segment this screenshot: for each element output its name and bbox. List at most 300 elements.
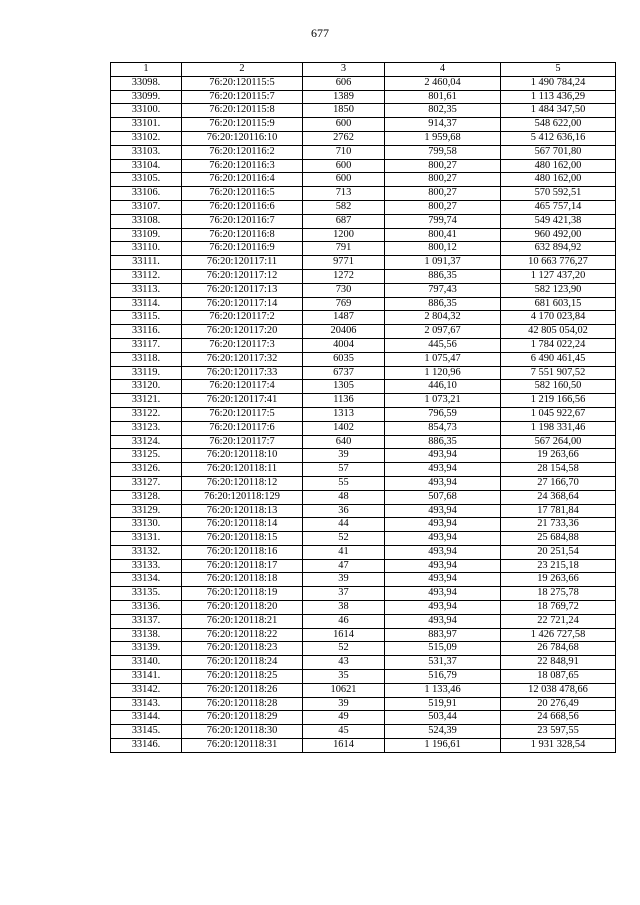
row-number-cell: 33122. xyxy=(111,407,182,421)
value-cell: 960 492,00 xyxy=(501,228,616,242)
cadastral-number-cell: 76:20:120117:33 xyxy=(182,366,303,380)
value-cell: 480 162,00 xyxy=(501,173,616,187)
cadastral-number-cell: 76:20:120118:24 xyxy=(182,656,303,670)
cadastral-number-cell: 76:20:120118:13 xyxy=(182,504,303,518)
area-cell: 9771 xyxy=(303,256,385,270)
table-row xyxy=(111,145,616,159)
value-cell: 26 784,68 xyxy=(501,642,616,656)
row-number-cell: 33140. xyxy=(111,656,182,670)
rate-cell: 493,94 xyxy=(385,545,501,559)
rate-cell: 493,94 xyxy=(385,573,501,587)
cadastral-number-cell: 76:20:120116:7 xyxy=(182,214,303,228)
rate-cell: 886,35 xyxy=(385,435,501,449)
rate-cell: 800,27 xyxy=(385,187,501,201)
value-cell: 567 264,00 xyxy=(501,435,616,449)
row-number-cell: 33114. xyxy=(111,297,182,311)
rate-cell: 493,94 xyxy=(385,614,501,628)
value-cell: 21 733,36 xyxy=(501,518,616,532)
rate-cell: 493,94 xyxy=(385,601,501,615)
area-cell: 730 xyxy=(303,283,385,297)
area-cell: 45 xyxy=(303,725,385,739)
column-header-3: 3 xyxy=(303,63,385,77)
area-cell: 600 xyxy=(303,118,385,132)
value-cell: 22 848,91 xyxy=(501,656,616,670)
rate-cell: 524,39 xyxy=(385,725,501,739)
cadastral-number-cell: 76:20:120118:21 xyxy=(182,614,303,628)
row-number-cell: 33101. xyxy=(111,118,182,132)
cadastral-number-cell: 76:20:120115:7 xyxy=(182,90,303,104)
table-row xyxy=(111,394,616,408)
row-number-cell: 33118. xyxy=(111,352,182,366)
value-cell: 548 622,00 xyxy=(501,118,616,132)
area-cell: 1389 xyxy=(303,90,385,104)
rate-cell: 1 959,68 xyxy=(385,131,501,145)
value-cell: 19 263,66 xyxy=(501,449,616,463)
table-row xyxy=(111,256,616,270)
table-row xyxy=(111,90,616,104)
cadastral-number-cell: 76:20:120117:7 xyxy=(182,435,303,449)
row-number-cell: 33105. xyxy=(111,173,182,187)
value-cell: 25 684,88 xyxy=(501,532,616,546)
area-cell: 43 xyxy=(303,656,385,670)
rate-cell: 515,09 xyxy=(385,642,501,656)
cadastral-number-cell: 76:20:120118:26 xyxy=(182,683,303,697)
value-cell: 4 170 023,84 xyxy=(501,311,616,325)
rate-cell: 1 196,61 xyxy=(385,739,501,753)
area-cell: 48 xyxy=(303,490,385,504)
table-row xyxy=(111,449,616,463)
area-cell: 1402 xyxy=(303,421,385,435)
table-row xyxy=(111,628,616,642)
column-header-5: 5 xyxy=(501,63,616,77)
area-cell: 36 xyxy=(303,504,385,518)
rate-cell: 493,94 xyxy=(385,587,501,601)
area-cell: 39 xyxy=(303,573,385,587)
value-cell: 28 154,58 xyxy=(501,463,616,477)
table-row xyxy=(111,421,616,435)
cadastral-number-cell: 76:20:120118:14 xyxy=(182,518,303,532)
cadastral-number-cell: 76:20:120116:6 xyxy=(182,200,303,214)
table-row xyxy=(111,683,616,697)
value-cell: 549 421,38 xyxy=(501,214,616,228)
area-cell: 1614 xyxy=(303,739,385,753)
cadastral-number-cell: 76:20:120117:6 xyxy=(182,421,303,435)
area-cell: 55 xyxy=(303,476,385,490)
cadastral-number-cell: 76:20:120117:13 xyxy=(182,283,303,297)
table-row xyxy=(111,283,616,297)
rate-cell: 2 097,67 xyxy=(385,325,501,339)
value-cell: 20 251,54 xyxy=(501,545,616,559)
cadastral-number-cell: 76:20:120116:3 xyxy=(182,159,303,173)
rate-cell: 800,27 xyxy=(385,200,501,214)
rate-cell: 2 460,04 xyxy=(385,76,501,90)
row-number-cell: 33110. xyxy=(111,242,182,256)
area-cell: 1136 xyxy=(303,394,385,408)
value-cell: 1 426 727,58 xyxy=(501,628,616,642)
cadastral-number-cell: 76:20:120118:129 xyxy=(182,490,303,504)
table-row xyxy=(111,311,616,325)
area-cell: 57 xyxy=(303,463,385,477)
value-cell: 570 592,51 xyxy=(501,187,616,201)
cadastral-number-cell: 76:20:120115:9 xyxy=(182,118,303,132)
area-cell: 1614 xyxy=(303,628,385,642)
rate-cell: 914,37 xyxy=(385,118,501,132)
area-cell: 1305 xyxy=(303,380,385,394)
row-number-cell: 33138. xyxy=(111,628,182,642)
cadastral-number-cell: 76:20:120116:10 xyxy=(182,131,303,145)
table-row xyxy=(111,518,616,532)
rate-cell: 854,73 xyxy=(385,421,501,435)
value-cell: 1 784 022,24 xyxy=(501,338,616,352)
rate-cell: 493,94 xyxy=(385,532,501,546)
value-cell: 5 412 636,16 xyxy=(501,131,616,145)
value-cell: 19 263,66 xyxy=(501,573,616,587)
cadastral-number-cell: 76:20:120117:12 xyxy=(182,269,303,283)
row-number-cell: 33128. xyxy=(111,490,182,504)
value-cell: 6 490 461,45 xyxy=(501,352,616,366)
value-cell: 480 162,00 xyxy=(501,159,616,173)
value-cell: 465 757,14 xyxy=(501,200,616,214)
row-number-cell: 33127. xyxy=(111,476,182,490)
row-number-cell: 33136. xyxy=(111,601,182,615)
row-number-cell: 33116. xyxy=(111,325,182,339)
row-number-cell: 33121. xyxy=(111,394,182,408)
area-cell: 39 xyxy=(303,449,385,463)
cadastral-number-cell: 76:20:120118:22 xyxy=(182,628,303,642)
column-header-2: 2 xyxy=(182,63,303,77)
table-row xyxy=(111,670,616,684)
rate-cell: 1 073,21 xyxy=(385,394,501,408)
page-number: 677 xyxy=(311,26,329,40)
area-cell: 49 xyxy=(303,711,385,725)
area-cell: 1313 xyxy=(303,407,385,421)
rate-cell: 1 075,47 xyxy=(385,352,501,366)
table-row xyxy=(111,242,616,256)
table-row xyxy=(111,173,616,187)
registry-table xyxy=(110,62,616,753)
cadastral-number-cell: 76:20:120118:16 xyxy=(182,545,303,559)
table-row xyxy=(111,587,616,601)
column-header-1: 1 xyxy=(111,63,182,77)
table-row xyxy=(111,76,616,90)
rate-cell: 503,44 xyxy=(385,711,501,725)
table-row xyxy=(111,131,616,145)
rate-cell: 797,43 xyxy=(385,283,501,297)
cadastral-number-cell: 76:20:120116:2 xyxy=(182,145,303,159)
value-cell: 18 769,72 xyxy=(501,601,616,615)
row-number-cell: 33143. xyxy=(111,697,182,711)
rate-cell: 800,27 xyxy=(385,159,501,173)
table-row xyxy=(111,380,616,394)
table-row xyxy=(111,559,616,573)
cadastral-number-cell: 76:20:120117:3 xyxy=(182,338,303,352)
row-number-cell: 33113. xyxy=(111,283,182,297)
value-cell: 17 781,84 xyxy=(501,504,616,518)
row-number-cell: 33099. xyxy=(111,90,182,104)
cadastral-number-cell: 76:20:120116:9 xyxy=(182,242,303,256)
area-cell: 4004 xyxy=(303,338,385,352)
row-number-cell: 33126. xyxy=(111,463,182,477)
rate-cell: 800,12 xyxy=(385,242,501,256)
table-row xyxy=(111,407,616,421)
row-number-cell: 33117. xyxy=(111,338,182,352)
row-number-cell: 33112. xyxy=(111,269,182,283)
row-number-cell: 33146. xyxy=(111,739,182,753)
table-row xyxy=(111,545,616,559)
area-cell: 1850 xyxy=(303,104,385,118)
cadastral-number-cell: 76:20:120118:15 xyxy=(182,532,303,546)
value-cell: 681 603,15 xyxy=(501,297,616,311)
rate-cell: 800,27 xyxy=(385,173,501,187)
area-cell: 640 xyxy=(303,435,385,449)
table-row xyxy=(111,656,616,670)
value-cell: 1 219 166,56 xyxy=(501,394,616,408)
cadastral-number-cell: 76:20:120115:5 xyxy=(182,76,303,90)
table-row xyxy=(111,435,616,449)
cadastral-number-cell: 76:20:120117:20 xyxy=(182,325,303,339)
value-cell: 632 894,92 xyxy=(501,242,616,256)
cadastral-number-cell: 76:20:120118:18 xyxy=(182,573,303,587)
cadastral-number-cell: 76:20:120117:4 xyxy=(182,380,303,394)
cadastral-number-cell: 76:20:120117:5 xyxy=(182,407,303,421)
value-cell: 12 038 478,66 xyxy=(501,683,616,697)
cadastral-number-cell: 76:20:120115:8 xyxy=(182,104,303,118)
area-cell: 582 xyxy=(303,200,385,214)
table-row xyxy=(111,187,616,201)
table-row xyxy=(111,325,616,339)
row-number-cell: 33125. xyxy=(111,449,182,463)
table-row xyxy=(111,297,616,311)
table-body xyxy=(111,63,616,753)
value-cell: 20 276,49 xyxy=(501,697,616,711)
area-cell: 52 xyxy=(303,532,385,546)
value-cell: 1 045 922,67 xyxy=(501,407,616,421)
cadastral-number-cell: 76:20:120118:12 xyxy=(182,476,303,490)
area-cell: 52 xyxy=(303,642,385,656)
rate-cell: 516,79 xyxy=(385,670,501,684)
row-number-cell: 33098. xyxy=(111,76,182,90)
area-cell: 46 xyxy=(303,614,385,628)
row-number-cell: 33130. xyxy=(111,518,182,532)
cadastral-number-cell: 76:20:120118:20 xyxy=(182,601,303,615)
row-number-cell: 33111. xyxy=(111,256,182,270)
value-cell: 18 087,65 xyxy=(501,670,616,684)
rate-cell: 802,35 xyxy=(385,104,501,118)
row-number-cell: 33120. xyxy=(111,380,182,394)
value-cell: 10 663 776,27 xyxy=(501,256,616,270)
table-row xyxy=(111,697,616,711)
rate-cell: 531,37 xyxy=(385,656,501,670)
row-number-cell: 33107. xyxy=(111,200,182,214)
area-cell: 37 xyxy=(303,587,385,601)
table-row xyxy=(111,338,616,352)
table-row xyxy=(111,159,616,173)
area-cell: 1487 xyxy=(303,311,385,325)
rate-cell: 886,35 xyxy=(385,297,501,311)
rate-cell: 493,94 xyxy=(385,504,501,518)
column-header-4: 4 xyxy=(385,63,501,77)
rate-cell: 493,94 xyxy=(385,449,501,463)
area-cell: 606 xyxy=(303,76,385,90)
table-row xyxy=(111,490,616,504)
cadastral-number-cell: 76:20:120118:10 xyxy=(182,449,303,463)
area-cell: 20406 xyxy=(303,325,385,339)
area-cell: 600 xyxy=(303,159,385,173)
row-number-cell: 33134. xyxy=(111,573,182,587)
area-cell: 791 xyxy=(303,242,385,256)
area-cell: 687 xyxy=(303,214,385,228)
area-cell: 1272 xyxy=(303,269,385,283)
cadastral-number-cell: 76:20:120117:2 xyxy=(182,311,303,325)
row-number-cell: 33132. xyxy=(111,545,182,559)
area-cell: 710 xyxy=(303,145,385,159)
area-cell: 769 xyxy=(303,297,385,311)
table-row xyxy=(111,200,616,214)
rate-cell: 801,61 xyxy=(385,90,501,104)
area-cell: 47 xyxy=(303,559,385,573)
row-number-cell: 33133. xyxy=(111,559,182,573)
table-row xyxy=(111,642,616,656)
row-number-cell: 33109. xyxy=(111,228,182,242)
rate-cell: 493,94 xyxy=(385,476,501,490)
table-row xyxy=(111,614,616,628)
rate-cell: 883,97 xyxy=(385,628,501,642)
row-number-cell: 33108. xyxy=(111,214,182,228)
table-row xyxy=(111,228,616,242)
rate-cell: 446,10 xyxy=(385,380,501,394)
table-row xyxy=(111,104,616,118)
rate-cell: 886,35 xyxy=(385,269,501,283)
row-number-cell: 33123. xyxy=(111,421,182,435)
cadastral-number-cell: 76:20:120117:32 xyxy=(182,352,303,366)
rate-cell: 1 091,37 xyxy=(385,256,501,270)
cadastral-number-cell: 76:20:120116:8 xyxy=(182,228,303,242)
cadastral-number-cell: 76:20:120118:23 xyxy=(182,642,303,656)
rate-cell: 796,59 xyxy=(385,407,501,421)
cadastral-number-cell: 76:20:120117:41 xyxy=(182,394,303,408)
row-number-cell: 33100. xyxy=(111,104,182,118)
value-cell: 1 931 328,54 xyxy=(501,739,616,753)
area-cell: 44 xyxy=(303,518,385,532)
row-number-cell: 33139. xyxy=(111,642,182,656)
rate-cell: 507,68 xyxy=(385,490,501,504)
area-cell: 713 xyxy=(303,187,385,201)
table-row xyxy=(111,214,616,228)
table-row xyxy=(111,725,616,739)
cadastral-number-cell: 76:20:120118:31 xyxy=(182,739,303,753)
table-row xyxy=(111,504,616,518)
row-number-cell: 33137. xyxy=(111,614,182,628)
row-number-cell: 33141. xyxy=(111,670,182,684)
rate-cell: 800,41 xyxy=(385,228,501,242)
value-cell: 1 490 784,24 xyxy=(501,76,616,90)
table-row xyxy=(111,601,616,615)
area-cell: 1200 xyxy=(303,228,385,242)
cadastral-number-cell: 76:20:120118:30 xyxy=(182,725,303,739)
header-row xyxy=(111,63,616,77)
value-cell: 1 113 436,29 xyxy=(501,90,616,104)
table-row xyxy=(111,352,616,366)
table-row xyxy=(111,463,616,477)
table-row xyxy=(111,739,616,753)
value-cell: 7 551 907,52 xyxy=(501,366,616,380)
value-cell: 567 701,80 xyxy=(501,145,616,159)
rate-cell: 519,91 xyxy=(385,697,501,711)
value-cell: 24 668,56 xyxy=(501,711,616,725)
area-cell: 600 xyxy=(303,173,385,187)
rate-cell: 799,58 xyxy=(385,145,501,159)
cadastral-number-cell: 76:20:120116:5 xyxy=(182,187,303,201)
row-number-cell: 33103. xyxy=(111,145,182,159)
rate-cell: 493,94 xyxy=(385,518,501,532)
value-cell: 18 275,78 xyxy=(501,587,616,601)
area-cell: 6737 xyxy=(303,366,385,380)
rate-cell: 1 133,46 xyxy=(385,683,501,697)
row-number-cell: 33119. xyxy=(111,366,182,380)
value-cell: 23 215,18 xyxy=(501,559,616,573)
row-number-cell: 33144. xyxy=(111,711,182,725)
cadastral-number-cell: 76:20:120117:14 xyxy=(182,297,303,311)
value-cell: 27 166,70 xyxy=(501,476,616,490)
row-number-cell: 33104. xyxy=(111,159,182,173)
cadastral-number-cell: 76:20:120118:25 xyxy=(182,670,303,684)
table-row xyxy=(111,118,616,132)
value-cell: 1 127 437,20 xyxy=(501,269,616,283)
row-number-cell: 33129. xyxy=(111,504,182,518)
area-cell: 39 xyxy=(303,697,385,711)
cadastral-number-cell: 76:20:120118:17 xyxy=(182,559,303,573)
cadastral-number-cell: 76:20:120118:11 xyxy=(182,463,303,477)
row-number-cell: 33102. xyxy=(111,131,182,145)
area-cell: 38 xyxy=(303,601,385,615)
rate-cell: 445,56 xyxy=(385,338,501,352)
cadastral-number-cell: 76:20:120116:4 xyxy=(182,173,303,187)
row-number-cell: 33142. xyxy=(111,683,182,697)
cadastral-number-cell: 76:20:120117:11 xyxy=(182,256,303,270)
row-number-cell: 33131. xyxy=(111,532,182,546)
area-cell: 10621 xyxy=(303,683,385,697)
row-number-cell: 33115. xyxy=(111,311,182,325)
rate-cell: 493,94 xyxy=(385,463,501,477)
table-row xyxy=(111,269,616,283)
area-cell: 6035 xyxy=(303,352,385,366)
rate-cell: 2 804,32 xyxy=(385,311,501,325)
row-number-cell: 33145. xyxy=(111,725,182,739)
table-row xyxy=(111,366,616,380)
table-row xyxy=(111,476,616,490)
rate-cell: 799,74 xyxy=(385,214,501,228)
rate-cell: 493,94 xyxy=(385,559,501,573)
row-number-cell: 33124. xyxy=(111,435,182,449)
area-cell: 35 xyxy=(303,670,385,684)
area-cell: 41 xyxy=(303,545,385,559)
value-cell: 22 721,24 xyxy=(501,614,616,628)
table-row xyxy=(111,711,616,725)
value-cell: 1 484 347,50 xyxy=(501,104,616,118)
table-row xyxy=(111,532,616,546)
row-number-cell: 33135. xyxy=(111,587,182,601)
value-cell: 42 805 054,02 xyxy=(501,325,616,339)
value-cell: 1 198 331,46 xyxy=(501,421,616,435)
row-number-cell: 33106. xyxy=(111,187,182,201)
table-row xyxy=(111,573,616,587)
cadastral-number-cell: 76:20:120118:19 xyxy=(182,587,303,601)
value-cell: 582 123,90 xyxy=(501,283,616,297)
cadastral-number-cell: 76:20:120118:29 xyxy=(182,711,303,725)
value-cell: 582 160,50 xyxy=(501,380,616,394)
cadastral-number-cell: 76:20:120118:28 xyxy=(182,697,303,711)
value-cell: 24 368,64 xyxy=(501,490,616,504)
